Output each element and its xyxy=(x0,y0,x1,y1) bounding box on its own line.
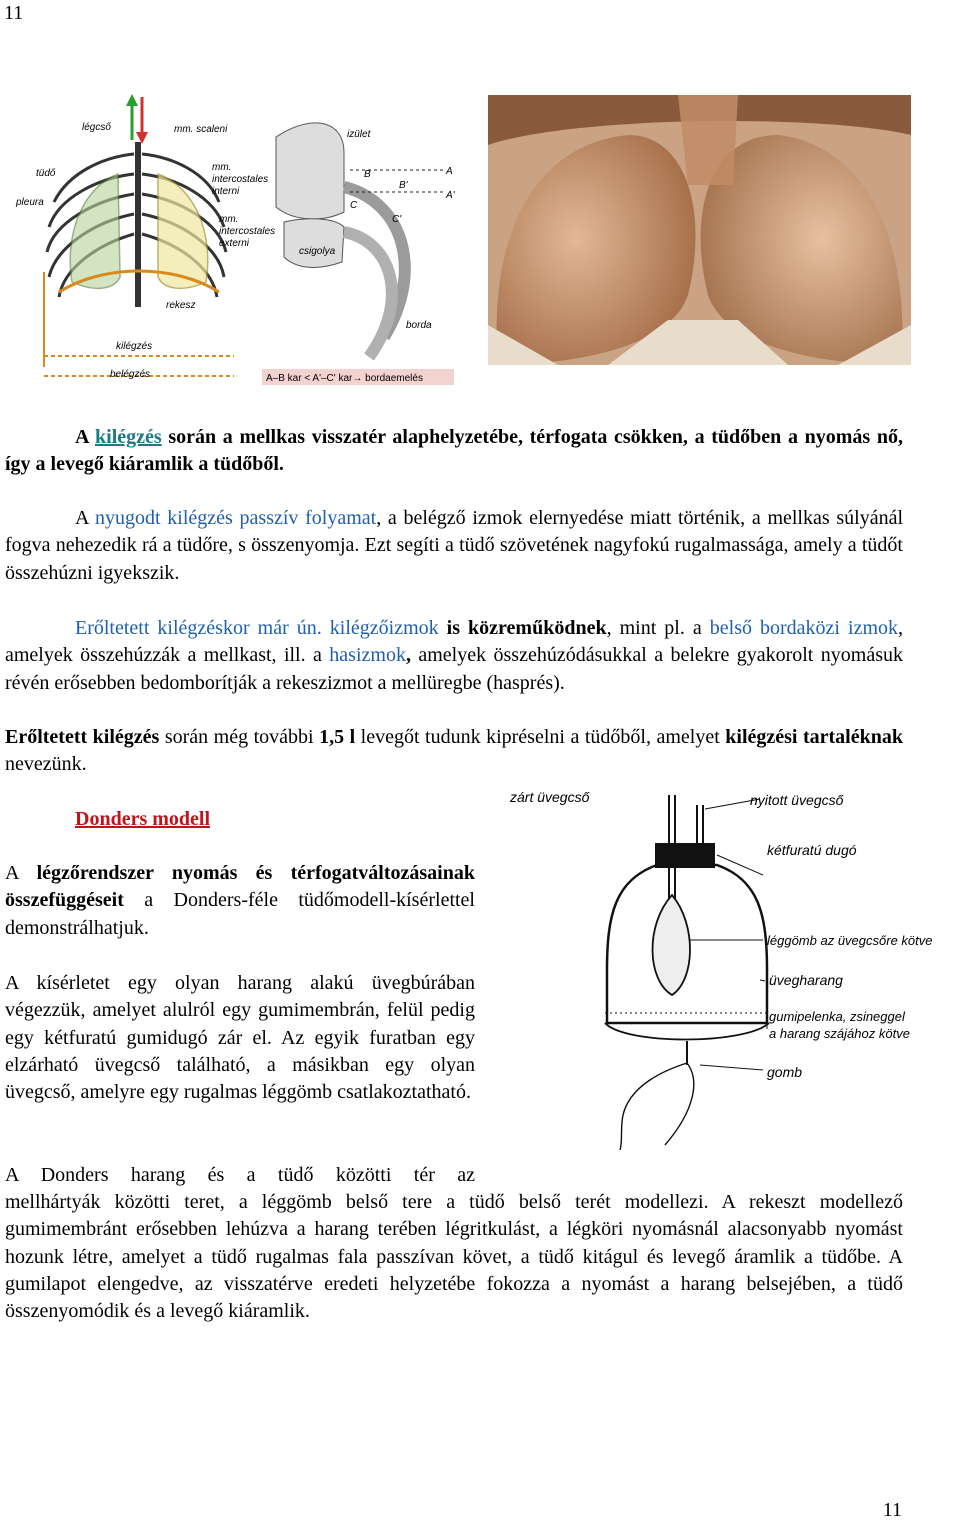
label-belegzes: belégzés xyxy=(110,369,151,380)
balloon-shape xyxy=(652,895,690,995)
label-gumipelenka-1: gumipelenka, zsineggel xyxy=(769,1009,905,1024)
label-gumipelenka-2: a harang szájához kötve xyxy=(769,1026,910,1041)
label-ic-interni-3: interni xyxy=(212,186,240,197)
kilegzes-link[interactable]: kilégzés xyxy=(95,426,162,448)
paragraph-donders-intro: A légzőrendszer nyomás és térfogatváltozásainak összefüggéseit a Donders-féle tüdőmodell-kísérlettel demonstrálhatjuk. xyxy=(5,862,475,939)
membrane-shape xyxy=(605,1023,769,1040)
label-ic-interni-1: mm. xyxy=(212,162,232,173)
label-tudo: tüdő xyxy=(36,168,56,179)
label-zart-uvegcso: zárt üvegcső xyxy=(510,789,590,805)
thorax-breathing-diagram xyxy=(14,92,462,394)
left-lung-shape xyxy=(70,174,120,288)
label-b: B xyxy=(364,169,371,180)
label-uvegharang: üvegharang xyxy=(769,972,843,988)
label-pleura: pleura xyxy=(16,197,44,208)
lung-photograph xyxy=(488,95,911,365)
paragraph-kilegzes: A kilégzés során a mellkas visszatér alaphelyzetébe, térfogata csökken, a tüdőben a nyomás nő, így a levegő kiáramlik a tüdőből. xyxy=(5,426,903,476)
paragraph-donders-magyarazat: mellhártyák közötti teret, a léggömb belső tere a tüdő belső terét modellezi. A rekeszt modellező gumimembránt erősebben lehúzva a harang terében légritkulást, a légköri nyomásnál alacsonyabb nyomást hozunk létre, amelyet a tüdő rugalmas fala passzívan követ, a tüdő kitágul és levegő áramlik a tüdőbe. A gumilapot elengedve, az visszatérve eredeti helyzetébe fokozza a nyomást a harang belsejében, a tüdő összenyomódik és a levegő kiáramlik. xyxy=(5,1191,903,1323)
paragraph-kilegzesi-tartalek: Erőltetett kilégzés során még további 1,5 l levegőt tudunk kipréselni a tüdőből, amelyet kilégzési tartaléknak nevezünk. xyxy=(5,726,903,776)
hand-drawing xyxy=(620,1063,694,1150)
stopper-shape xyxy=(655,843,715,868)
paragraph-donders-kiserlet: A kísérletet egy olyan harang alakú üvegbúrában végezzük, amelyet alulról egy gumimembrán, felül pedig egy kétfuratú gumidugó zár el. Az egyik furatban egy elzárható üvegcső található, a másikban egy olyan üvegcső, amelyre egy rugalmas léggömb csatlakoztatható. xyxy=(5,972,475,1104)
paragraph-eroltetett-kilegzes: Erőltetett kilégzéskor már ún. kilégzőizmok is közreműködnek, mint pl. a belső bordaközi izmok, amelyek összehúzzák a mellkast, ill. a hasizmok, amelyek összehúzódásukkal a belekre gyakorolt nyomásuk révén erősebben bedomborítják a rekeszizmot a mellüregbe (hasprés). xyxy=(5,617,904,694)
paragraph-donders-line1: A Donders harang és a tüdő közötti tér az xyxy=(5,1164,475,1186)
label-nyitott-uvegcso: nyitott üvegcső xyxy=(750,792,844,808)
label-ic-externi-3: externi xyxy=(219,238,250,249)
label-ic-externi-1: mm. xyxy=(219,214,239,225)
page-number-top: 11 xyxy=(4,2,24,24)
label-b2: B' xyxy=(399,180,408,191)
label-gomb: gomb xyxy=(767,1064,803,1080)
paragraph-nyugodt-kilegzes: A nyugodt kilégzés passzív folyamat, a belégző izmok elernyedése miatt történik, a mellkas súlyánál fogva nehezedik rá a tüdőre, s összenyomja. Ezt segíti a tüdő szövetének nagyfokú rugalmassága, amely a tüdőt összehúzni igyekszik. xyxy=(5,507,904,584)
label-izulet: izület xyxy=(347,129,371,140)
right-lung-shape xyxy=(158,174,208,288)
label-rekesz: rekesz xyxy=(166,300,196,311)
label-legcso: légcső xyxy=(82,122,111,133)
label-kilegzes: kilégzés xyxy=(116,341,153,352)
label-scaleni: mm. scaleni xyxy=(174,124,228,135)
label-a: A xyxy=(446,166,453,177)
label-csigolya: csigolya xyxy=(299,246,336,257)
page-number-bottom: 11 xyxy=(882,1499,902,1521)
label-ic-externi-2: intercostales xyxy=(219,226,276,237)
label-a2: A' xyxy=(446,190,455,201)
donders-model-diagram xyxy=(505,785,960,1150)
heading-donders-modell: Donders modell xyxy=(75,808,210,830)
label-c2: C' xyxy=(392,214,402,225)
label-borda: borda xyxy=(406,320,432,331)
label-leggomb: léggömb az üvegcsőre kötve xyxy=(767,933,933,948)
label-ic-interni-2: intercostales xyxy=(212,174,269,185)
thorax-caption: A–B kar < A'–C' kar→ bordaemelés xyxy=(266,373,423,384)
label-c: C xyxy=(350,200,358,211)
label-ketfuratu-dugo: kétfuratú dugó xyxy=(767,842,857,858)
